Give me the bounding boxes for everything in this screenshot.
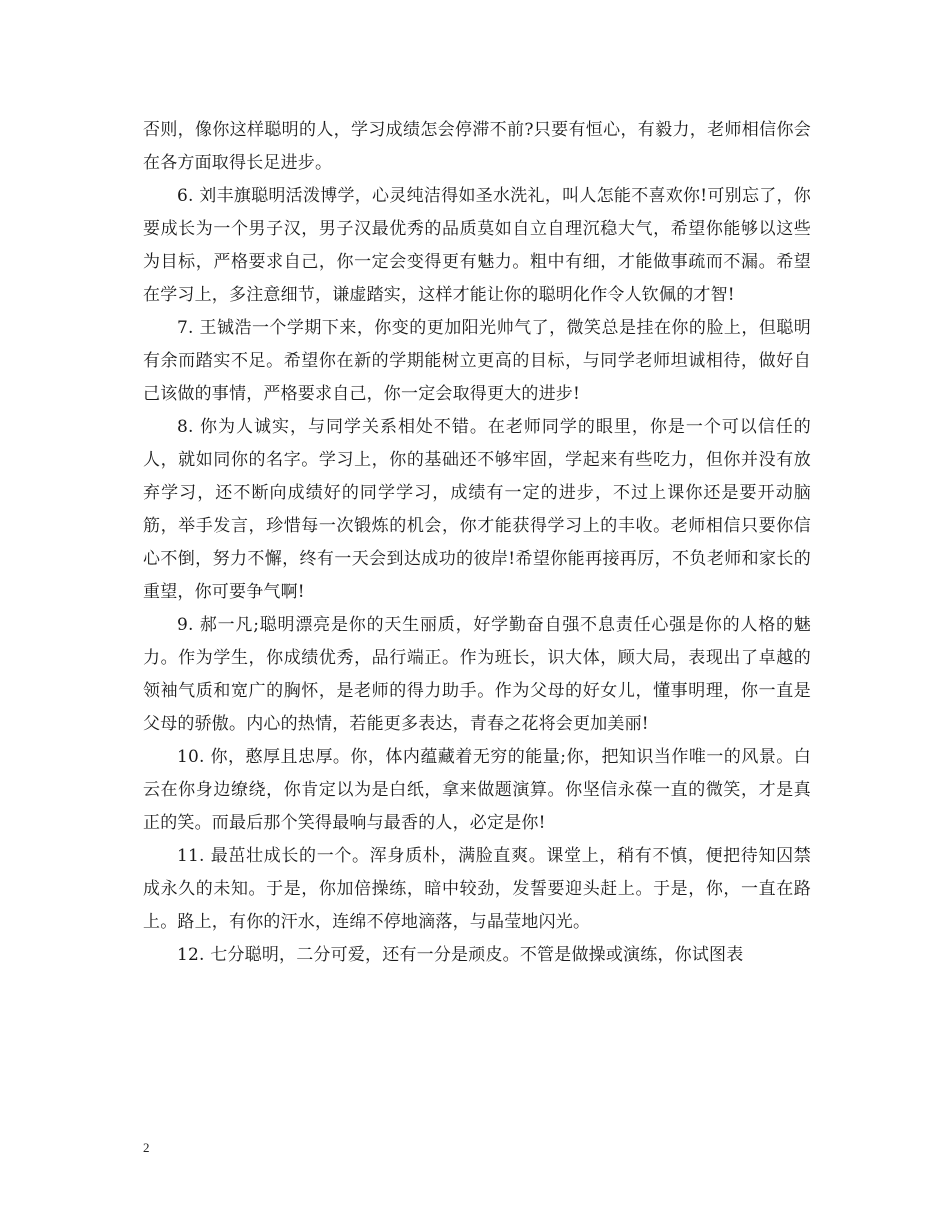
document-body <box>143 114 811 972</box>
page-number: 2 <box>143 1140 150 1155</box>
paragraph-item-11: 11. 最茁壮成长的一个。浑身质朴，满脸直爽。课堂上，稍有不慎，便把待知囚禁成永久的未知。于是，你加倍操练，暗中较劲，发誓要迎头赶上。于是，你，一直在路上。路上，有你的汗水，连绵不停地滴落，与晶莹地闪光。 <box>143 846 811 932</box>
paragraph-item-9: 9. 郝一凡;聪明漂亮是你的天生丽质，好学勤奋自强不息责任心强是你的人格的魅力。作为学生，你成绩优秀，品行端正。作为班长，识大体，顾大局，表现出了卓越的领袖气质和宽广的胸怀，是老师的得力助手。作为父母的好女儿，懂事明理，你一直是父母的骄傲。内心的热情，若能更多表达，青春之花将会更加美丽! <box>143 615 811 734</box>
paragraph-item-8: 8. 你为人诚实，与同学关系相处不错。在老师同学的眼里，你是一个可以信任的人，就如同你的名字。学习上，你的基础还不够牢固，学起来有些吃力，但你并没有放弃学习，还不断向成绩好的同学学习，成绩有一定的进步，不过上课你还是要开动脑筋，举手发言，珍惜每一次锻炼的机会，你才能获得学习上的丰收。老师相信只要你信心不倒，努力不懈，终有一天会到达成功的彼岸!希望你能再接再厉，不负老师和家长的重望，你可要争气啊! <box>143 417 811 602</box>
paragraph-item-10: 10. 你，憨厚且忠厚。你，体内蕴藏着无穷的能量;你，把知识当作唯一的风景。白云在你身边缭绕，你肯定以为是白纸，拿来做题演算。你坚信永葆一直的微笑，才是真正的笑。而最后那个笑得最响与最香的人，必定是你! <box>143 747 811 833</box>
paragraph-continued: 否则，像你这样聪明的人，学习成绩怎会停滞不前?只要有恒心，有毅力，老师相信你会在各方面取得长足进步。 <box>143 120 811 173</box>
paragraph-item-12: 12. 七分聪明，二分可爱，还有一分是顽皮。不管是做操或演练，你试图表 <box>177 945 744 965</box>
paragraph-item-6: 6. 刘丰旗聪明活泼博学，心灵纯洁得如圣水洗礼，叫人怎能不喜欢你!可别忘了，你要成长为一个男子汉，男子汉最优秀的品质莫如自立自理沉稳大气，希望你能够以这些为目标，严格要求自己，你一定会变得更有魅力。粗中有细，才能做事疏而不漏。希望在学习上，多注意细节，谦虚踏实，这样才能让你的聪明化作令人钦佩的才智! <box>143 186 811 305</box>
paragraph-item-7: 7. 王铖浩一个学期下来，你变的更加阳光帅气了，微笑总是挂在你的脸上，但聪明有余而踏实不足。希望你在新的学期能树立更高的目标，与同学老师坦诚相待，做好自己该做的事情，严格要求自己，你一定会取得更大的进步! <box>143 318 811 404</box>
